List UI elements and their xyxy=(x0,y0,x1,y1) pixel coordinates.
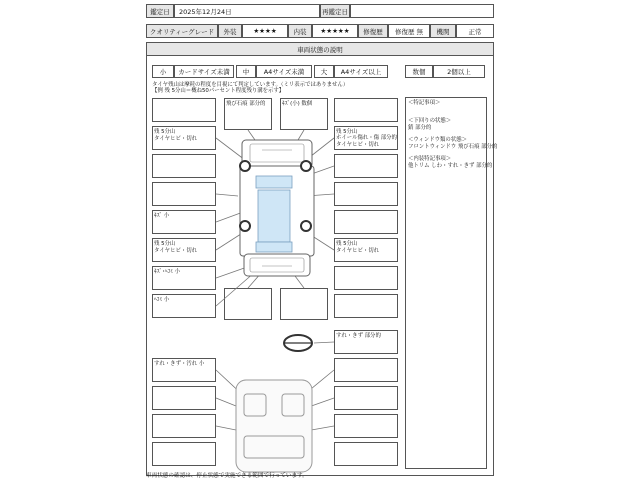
repair-history-label: 修復歴 xyxy=(358,24,388,38)
quality-grade-label: クオリティーグレード xyxy=(146,24,218,38)
window-title: ＜ウィンドウ類の状態＞ xyxy=(408,137,467,143)
right-front-tire-text-1: 残 5分山 xyxy=(336,129,358,135)
interior-remarks-title: ＜内装特記事項＞ xyxy=(408,156,452,162)
right-rear-tire-text-1: 残 5分山 xyxy=(336,241,358,247)
tire-note-1: タイヤ残山は摩耗の程度を目視にて判定しています。（ミリ表示ではありません） xyxy=(152,82,349,88)
legend-count-desc: 2個以上 xyxy=(433,65,485,78)
section-title: 車両状態の説明 xyxy=(146,42,494,56)
legend-large-label: 大 xyxy=(314,65,334,78)
front-top-text: 飛び石痕 部分的 xyxy=(226,101,266,107)
left-door-text: ｷｽﾞ 小 xyxy=(154,213,170,219)
window-body: フロントウィンドウ 飛び石痕 部分的 xyxy=(408,144,498,150)
remarks-title: ＜特記事項＞ xyxy=(408,100,441,106)
legend-small-desc: カードサイズ未満 xyxy=(174,65,234,78)
legend-large-desc: A4サイズ以上 xyxy=(334,65,388,78)
left-front-tire-text-1: 残 5分山 xyxy=(154,129,176,135)
footer-note: 車両状態の確認は、停止状態で実施できる範囲で行っています。 xyxy=(146,473,308,479)
left-rear-tire-text-2: タイヤヒビ・切れ xyxy=(154,248,198,254)
interior-remarks-body: 他トリム しわ・すれ・きず 部分的 xyxy=(408,163,493,169)
exterior-label: 外装 xyxy=(218,24,242,38)
legend-count-label: 数個 xyxy=(405,65,433,78)
underbody-title: ＜下回りの状態＞ xyxy=(408,118,452,124)
interior-rating: ★★★★★ xyxy=(312,24,358,38)
exterior-rating: ★★★★ xyxy=(242,24,288,38)
right-front-tire-text-2: ホイール傷れ・傷 部分的 xyxy=(336,135,397,141)
left-front-tire-text-2: タイヤヒビ・切れ xyxy=(154,136,198,142)
front-top-right-text: ｷｽﾞ(小) 数個 xyxy=(282,101,313,107)
interior-left-text: すれ・きず・汚れ 小 xyxy=(154,361,205,367)
repair-history-value: 修復歴 無 xyxy=(388,24,430,38)
tire-note-2: 【例 残 5分山＝概ね50パーセント程度残り溝を示す】 xyxy=(152,88,285,94)
engine-value: 正常 xyxy=(456,24,494,38)
left-rear-tire-text-1: 残 5分山 xyxy=(154,241,176,247)
right-front-tire-text-3: タイヤヒビ・切れ xyxy=(336,142,380,148)
inspection-date-value: 2025年12月24日 xyxy=(174,4,320,18)
left-rear-text: ｷｽﾞ･ﾍｺﾐ 小 xyxy=(154,269,180,275)
steering-text: すれ・きず 部分的 xyxy=(336,333,381,339)
reinspection-date-label: 再鑑定日 xyxy=(320,4,350,18)
interior-label: 内装 xyxy=(288,24,312,38)
legend-medium-label: 中 xyxy=(236,65,256,78)
engine-label: 機関 xyxy=(430,24,456,38)
right-rear-tire-text-2: タイヤヒビ・切れ xyxy=(336,248,380,254)
underbody-body: 錆 部分的 xyxy=(408,125,432,131)
left-bottom-text: ﾍｺﾐ 小 xyxy=(154,297,170,303)
inspection-date-label: 鑑定日 xyxy=(146,4,174,18)
legend-medium-desc: A4サイズ未満 xyxy=(256,65,312,78)
legend-small-label: 小 xyxy=(152,65,174,78)
